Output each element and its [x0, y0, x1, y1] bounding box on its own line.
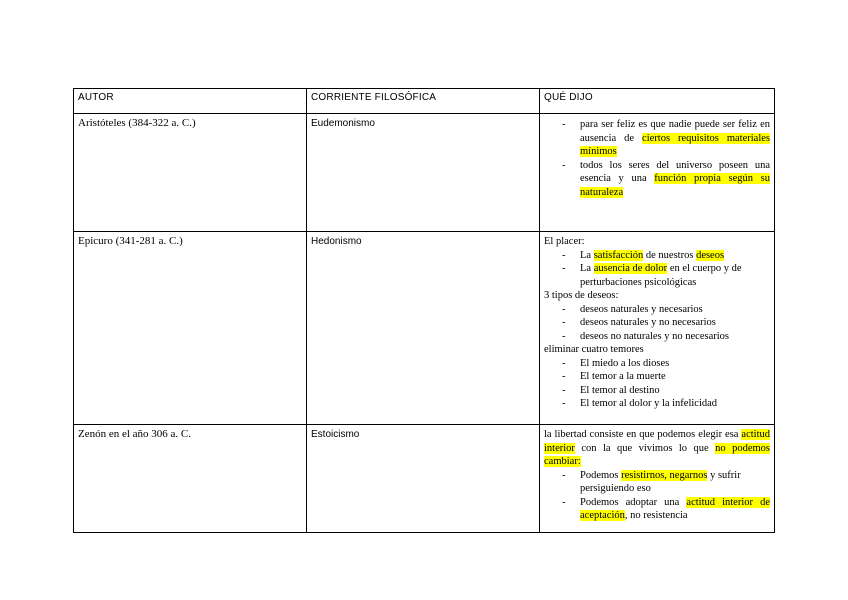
table-row: [74, 114, 775, 232]
highlight: no podemos cambiar:: [544, 442, 770, 467]
paragraph: eliminar cuatro temores: [544, 344, 644, 355]
said-cell: [540, 425, 775, 533]
list-item: - La satisfacción de nuestros deseos: [544, 249, 770, 263]
list-item: - deseos no naturales y no necesarios: [544, 330, 770, 344]
table-row: [74, 232, 775, 425]
list-item: - Podemos resistirnos, negarnos y sufrir persiguiendo eso: [544, 469, 770, 496]
list-item: - deseos naturales y necesarios: [544, 303, 770, 317]
current-cell: Hedonismo: [307, 232, 540, 425]
list-item: - Podemos adoptar una actitud interior de aceptación, no resistencia: [544, 496, 770, 523]
author-cell: Epicuro (341-281 a. C.): [74, 232, 307, 425]
header-said: QUÉ DIJO: [540, 89, 775, 114]
highlight: actitud interior: [544, 429, 770, 454]
paragraph: la libertad consiste en que podemos elegir esa actitud interior con la que vivimos lo que no podemos cambiar:: [544, 429, 770, 467]
current-cell: Estoicismo: [307, 425, 540, 533]
paragraph: 3 tipos de deseos:: [544, 290, 619, 301]
highlight: ciertos requisitos materiales mínimos: [580, 132, 770, 157]
highlight: deseos: [696, 249, 725, 261]
paragraph: El placer:: [544, 236, 585, 247]
list-item: - para ser feliz es que nadie puede ser feliz en ausencia de ciertos requisitos materiales mínimos: [544, 118, 770, 159]
table-row: [74, 425, 775, 533]
highlight: función propia según su naturaleza: [580, 173, 771, 198]
highlight: satisfacción: [593, 249, 644, 261]
header-current: CORRIENTE FILOSÓFICA: [307, 89, 540, 114]
current-cell: Eudemonismo: [307, 114, 540, 232]
said-cell: [540, 232, 775, 425]
philosophy-table: [73, 88, 775, 533]
list-item: - El temor al destino: [544, 384, 770, 398]
author-cell: Zenón en el año 306 a. C.: [74, 425, 307, 533]
author-cell: Aristóteles (384-322 a. C.): [74, 114, 307, 232]
highlight: resistirnos, negarnos: [621, 469, 708, 481]
highlight: ausencia de dolor: [593, 263, 668, 274]
list-item: - deseos naturales y no necesarios: [544, 316, 770, 330]
list-item: - El miedo a los dioses: [544, 357, 770, 371]
header-row: [74, 89, 775, 114]
header-author: AUTOR: [74, 89, 307, 114]
highlight: actitud interior de aceptación: [580, 496, 770, 521]
list-item: - todos los seres del universo poseen una esencia y una función propia según su naturaleza: [544, 159, 770, 200]
said-cell: [540, 114, 775, 232]
list-item: - La ausencia de dolor en el cuerpo y de perturbaciones psicológicas: [544, 262, 770, 289]
list-item: - El temor al dolor y la infelicidad: [544, 397, 770, 411]
list-item: - El temor a la muerte: [544, 370, 770, 384]
